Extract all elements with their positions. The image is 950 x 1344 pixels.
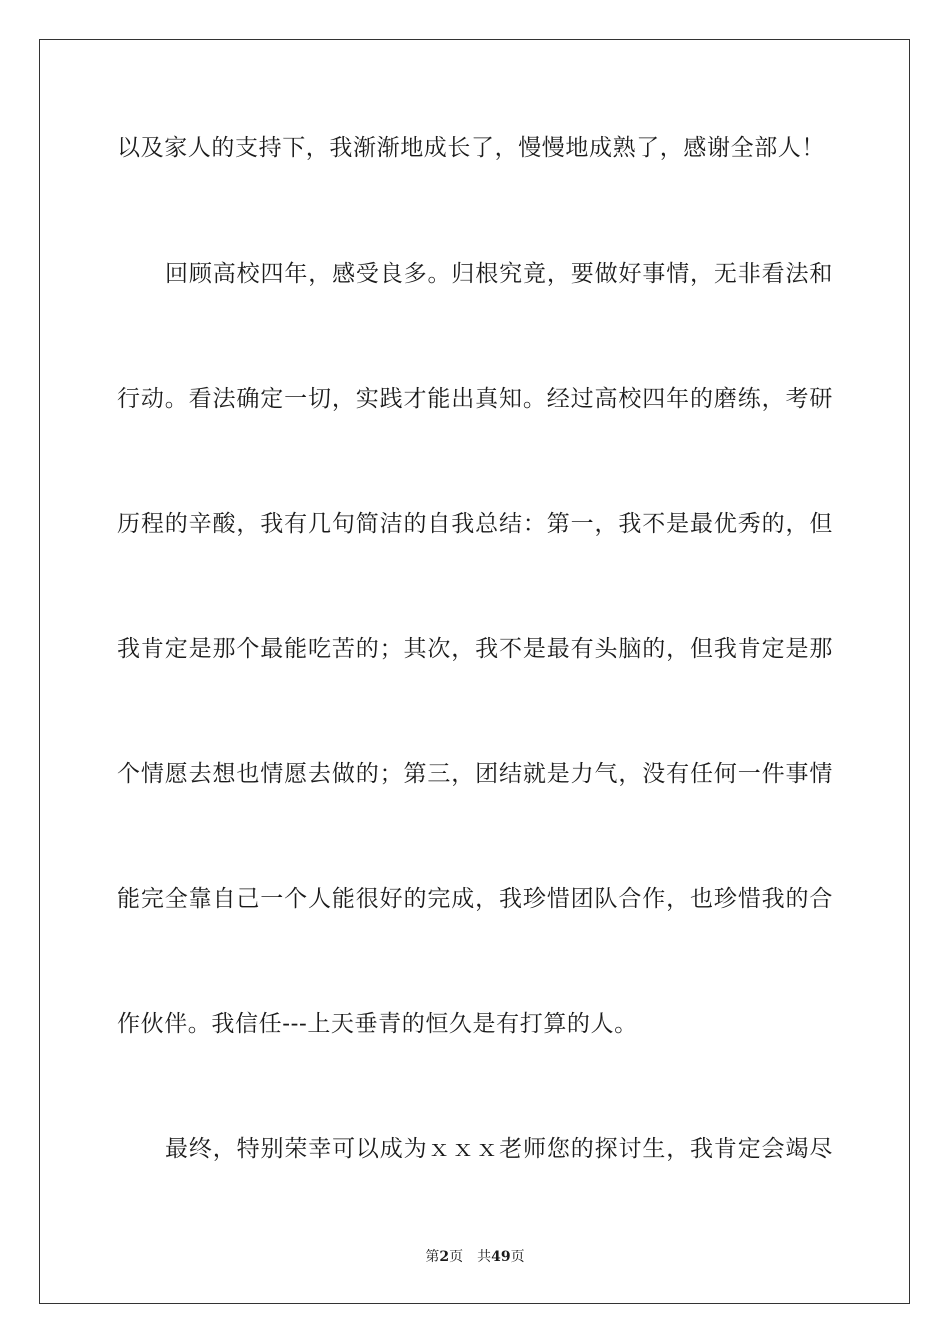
text-line-3: 行动。看法确定一切，实践才能出真知。经过高校四年的磨练，考研: [117, 386, 833, 412]
total-pages: 49: [491, 1249, 511, 1265]
text-line-5: 我肯定是那个最能吃苦的；其次，我不是最有头脑的，但我肯定是那: [117, 636, 833, 662]
page-prefix: 第: [425, 1249, 440, 1265]
text-line-1: 以及家人的支持下，我渐渐地成长了，慢慢地成熟了，感谢全部人！: [117, 135, 825, 161]
text-line-6: 个情愿去想也情愿去做的；第三，团结就是力气，没有任何一件事情: [117, 761, 833, 787]
text-line-7: 能完全靠自己一个人能很好的完成，我珍惜团队合作，也珍惜我的合: [117, 886, 833, 912]
total-prefix: 共: [477, 1249, 492, 1265]
text-line-4: 历程的辛酸，我有几句简洁的自我总结：第一，我不是最优秀的，但: [117, 511, 833, 537]
total-suffix: 页: [510, 1249, 525, 1265]
page-suffix: 页: [449, 1249, 464, 1265]
page-footer: [0, 1246, 950, 1266]
text-line-8: 作伙伴。我信任---上天垂青的恒久是有打算的人。: [117, 1011, 638, 1037]
page-border: [39, 39, 910, 1304]
text-line-2: 回顾高校四年，感受良多。归根究竟，要做好事情，无非看法和: [165, 261, 833, 287]
page-number: 2: [439, 1249, 450, 1265]
text-line-9: 最终，特别荣幸可以成为ｘｘｘ老师您的探讨生，我肯定会竭尽: [165, 1136, 833, 1162]
